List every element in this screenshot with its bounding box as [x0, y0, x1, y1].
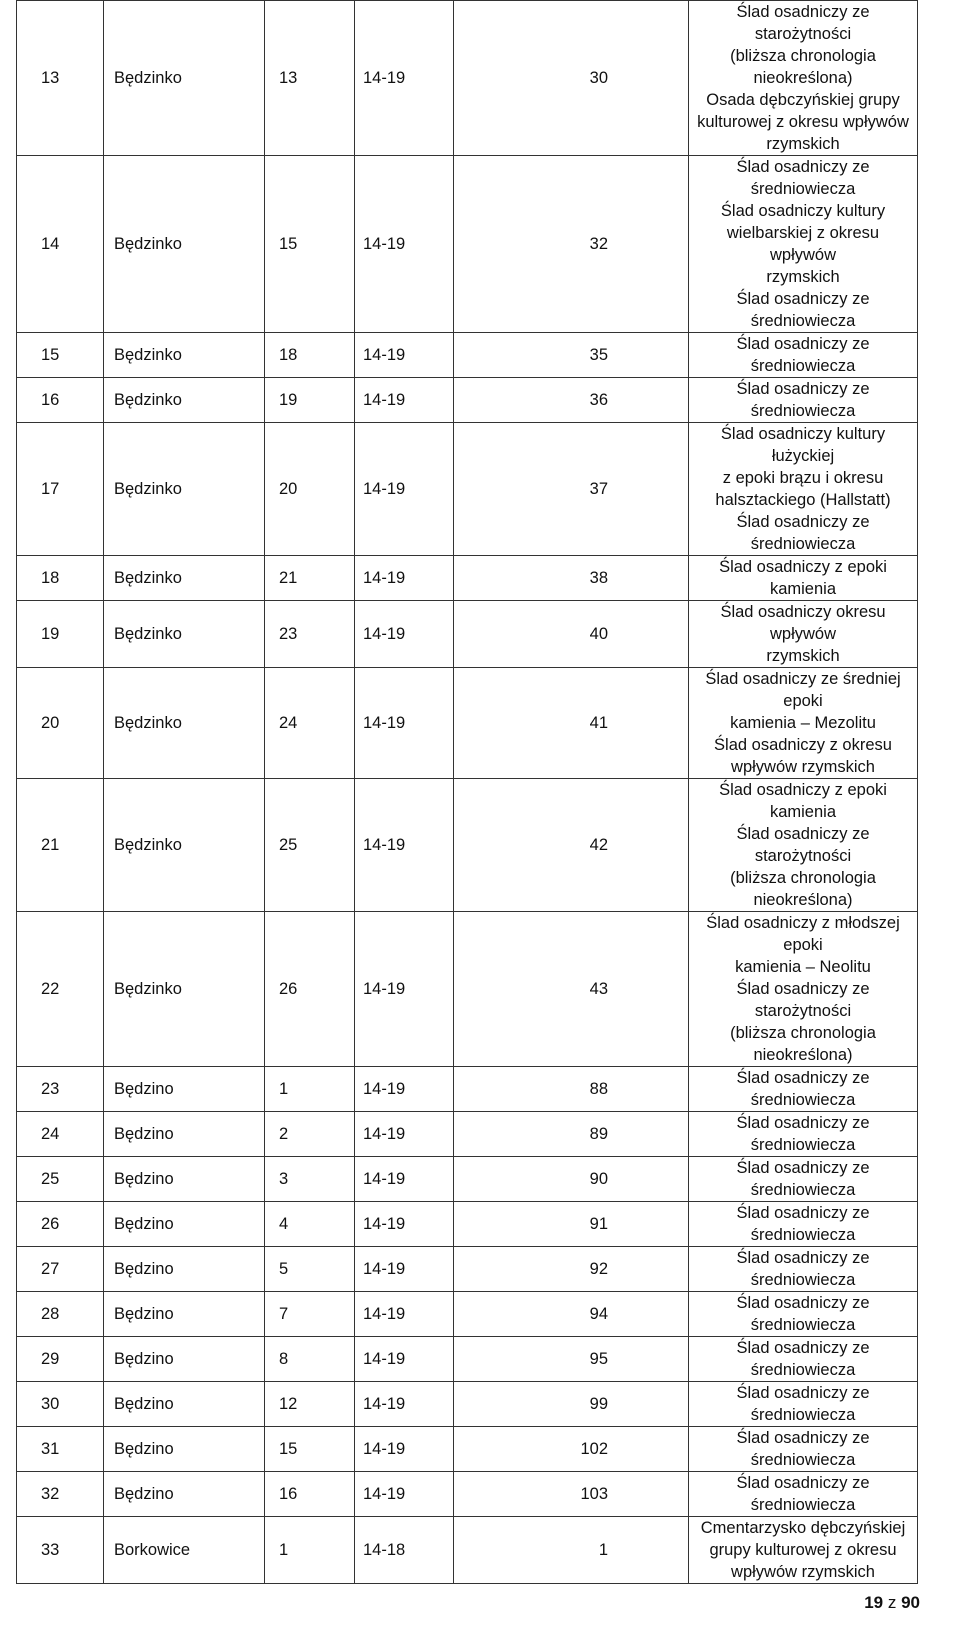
description-entry: Ślad osadniczy ze średniowiecza	[736, 380, 870, 420]
description-entry: Ślad osadniczy ze starożytności (bliższa chronologia nieokreślona)	[730, 3, 876, 87]
table-row	[17, 1202, 918, 1247]
area-site-number: 89	[454, 1112, 689, 1157]
row-number: 26	[17, 1202, 104, 1247]
site-description	[689, 601, 918, 668]
table-row	[17, 1157, 918, 1202]
row-number: 13	[17, 1, 104, 156]
description-entry: Ślad osadniczy ze średniowiecza	[736, 158, 870, 198]
row-number: 30	[17, 1382, 104, 1427]
table-row	[17, 156, 918, 333]
area-site-number: 1	[454, 1517, 689, 1584]
table-row	[17, 668, 918, 779]
area-number: 14-19	[355, 1202, 454, 1247]
table-row	[17, 1067, 918, 1112]
locality-name: Będzinko	[104, 378, 265, 423]
area-number: 14-19	[355, 668, 454, 779]
sites-table-body	[17, 1, 918, 1584]
locality-name: Będzino	[104, 1247, 265, 1292]
row-number: 16	[17, 378, 104, 423]
area-number: 14-19	[355, 156, 454, 333]
site-number: 2	[265, 1112, 355, 1157]
locality-name: Borkowice	[104, 1517, 265, 1584]
site-number: 18	[265, 333, 355, 378]
row-number: 20	[17, 668, 104, 779]
table-row	[17, 601, 918, 668]
site-number: 7	[265, 1292, 355, 1337]
area-number: 14-19	[355, 1382, 454, 1427]
area-site-number: 38	[454, 556, 689, 601]
area-number: 14-19	[355, 1427, 454, 1472]
row-number: 25	[17, 1157, 104, 1202]
row-number: 28	[17, 1292, 104, 1337]
area-number: 14-19	[355, 1, 454, 156]
site-description	[689, 333, 918, 378]
area-site-number: 99	[454, 1382, 689, 1427]
table-row	[17, 1382, 918, 1427]
row-number: 17	[17, 423, 104, 556]
site-description	[689, 1, 918, 156]
description-entry: Ślad osadniczy ze średniowiecza	[736, 1429, 870, 1469]
area-number: 14-19	[355, 1157, 454, 1202]
page-number	[864, 1593, 920, 1613]
table-row	[17, 1337, 918, 1382]
description-entry: Ślad osadniczy ze średniej epoki kamienia – Mezolitu	[705, 670, 901, 732]
site-description	[689, 1157, 918, 1202]
row-number: 21	[17, 779, 104, 912]
area-number: 14-19	[355, 333, 454, 378]
locality-name: Będzino	[104, 1157, 265, 1202]
page-total: 90	[901, 1593, 920, 1612]
description-entry: Ślad osadniczy z epoki kamienia	[719, 558, 887, 598]
area-number: 14-19	[355, 1112, 454, 1157]
site-number: 16	[265, 1472, 355, 1517]
page-current: 19	[864, 1593, 884, 1612]
site-number: 23	[265, 601, 355, 668]
row-number: 29	[17, 1337, 104, 1382]
area-number: 14-19	[355, 1337, 454, 1382]
site-description	[689, 1517, 918, 1584]
row-number: 23	[17, 1067, 104, 1112]
table-row	[17, 1427, 918, 1472]
locality-name: Będzino	[104, 1382, 265, 1427]
site-number: 8	[265, 1337, 355, 1382]
locality-name: Będzinko	[104, 779, 265, 912]
site-description	[689, 1337, 918, 1382]
site-number: 12	[265, 1382, 355, 1427]
locality-name: Będzino	[104, 1337, 265, 1382]
area-site-number: 102	[454, 1427, 689, 1472]
description-entry: Ślad osadniczy kultury wielbarskiej z okresu wpływów rzymskich	[720, 202, 886, 286]
locality-name: Będzinko	[104, 556, 265, 601]
locality-name: Będzinko	[104, 156, 265, 333]
table-row	[17, 1517, 918, 1584]
row-number: 24	[17, 1112, 104, 1157]
site-description	[689, 779, 918, 912]
site-description	[689, 1472, 918, 1517]
area-site-number: 92	[454, 1247, 689, 1292]
row-number: 18	[17, 556, 104, 601]
area-number: 14-18	[355, 1517, 454, 1584]
area-site-number: 103	[454, 1472, 689, 1517]
table-row	[17, 912, 918, 1067]
area-number: 14-19	[355, 912, 454, 1067]
area-site-number: 95	[454, 1337, 689, 1382]
locality-name: Będzinko	[104, 668, 265, 779]
area-site-number: 88	[454, 1067, 689, 1112]
description-entry: Ślad osadniczy ze średniowiecza	[736, 1474, 870, 1514]
site-description	[689, 156, 918, 333]
site-number: 5	[265, 1247, 355, 1292]
site-number: 26	[265, 912, 355, 1067]
site-description	[689, 378, 918, 423]
row-number: 15	[17, 333, 104, 378]
area-number: 14-19	[355, 601, 454, 668]
description-entry: Ślad osadniczy ze starożytności (bliższa chronologia nieokreślona)	[730, 980, 876, 1064]
description-entry: Ślad osadniczy ze średniowiecza	[736, 1114, 870, 1154]
description-entry: Ślad osadniczy kultury łużyckiej z epoki brązu i okresu halsztackiego (Hallstatt)	[715, 425, 891, 509]
site-number: 1	[265, 1517, 355, 1584]
row-number: 33	[17, 1517, 104, 1584]
locality-name: Będzino	[104, 1067, 265, 1112]
locality-name: Będzinko	[104, 1, 265, 156]
description-entry: Ślad osadniczy ze średniowiecza	[736, 1294, 870, 1334]
description-entry: Ślad osadniczy z epoki kamienia	[719, 781, 887, 821]
table-row	[17, 423, 918, 556]
area-site-number: 91	[454, 1202, 689, 1247]
table-row	[17, 779, 918, 912]
area-site-number: 37	[454, 423, 689, 556]
description-entry: Ślad osadniczy ze średniowiecza	[736, 1204, 870, 1244]
table-row	[17, 556, 918, 601]
description-entry: Ślad osadniczy ze średniowiecza	[736, 335, 870, 375]
site-number: 24	[265, 668, 355, 779]
page-of: z	[887, 1593, 897, 1612]
locality-name: Będzino	[104, 1292, 265, 1337]
area-site-number: 40	[454, 601, 689, 668]
description-entry: Osada dębczyńskiej grupy kulturowej z okresu wpływów rzymskich	[697, 91, 909, 153]
site-description	[689, 1202, 918, 1247]
table-row	[17, 1112, 918, 1157]
site-description	[689, 1382, 918, 1427]
description-entry: Ślad osadniczy ze średniowiecza	[736, 1069, 870, 1109]
area-site-number: 41	[454, 668, 689, 779]
site-number: 15	[265, 1427, 355, 1472]
site-number: 20	[265, 423, 355, 556]
row-number: 31	[17, 1427, 104, 1472]
description-entry: Ślad osadniczy ze starożytności (bliższa chronologia nieokreślona)	[730, 825, 876, 909]
site-number: 15	[265, 156, 355, 333]
description-entry: Ślad osadniczy ze średniowiecza	[736, 1159, 870, 1199]
site-number: 19	[265, 378, 355, 423]
site-number: 1	[265, 1067, 355, 1112]
row-number: 19	[17, 601, 104, 668]
area-site-number: 43	[454, 912, 689, 1067]
area-number: 14-19	[355, 1247, 454, 1292]
locality-name: Będzinko	[104, 601, 265, 668]
area-number: 14-19	[355, 779, 454, 912]
area-number: 14-19	[355, 556, 454, 601]
row-number: 14	[17, 156, 104, 333]
area-site-number: 42	[454, 779, 689, 912]
area-number: 14-19	[355, 1292, 454, 1337]
area-number: 14-19	[355, 1472, 454, 1517]
description-entry: Ślad osadniczy ze średniowiecza	[736, 290, 870, 330]
site-number: 25	[265, 779, 355, 912]
locality-name: Będzino	[104, 1472, 265, 1517]
site-description	[689, 912, 918, 1067]
area-site-number: 90	[454, 1157, 689, 1202]
locality-name: Będzinko	[104, 912, 265, 1067]
description-entry: Ślad osadniczy ze średniowiecza	[736, 1384, 870, 1424]
area-site-number: 30	[454, 1, 689, 156]
area-number: 14-19	[355, 1067, 454, 1112]
locality-name: Będzino	[104, 1202, 265, 1247]
locality-name: Będzinko	[104, 423, 265, 556]
description-entry: Ślad osadniczy okresu wpływów rzymskich	[720, 603, 886, 665]
description-entry: Ślad osadniczy ze średniowiecza	[736, 1249, 870, 1289]
site-number: 3	[265, 1157, 355, 1202]
sites-table	[16, 0, 918, 1584]
table-row	[17, 1, 918, 156]
site-description	[689, 1112, 918, 1157]
area-site-number: 36	[454, 378, 689, 423]
description-entry: Ślad osadniczy ze średniowiecza	[736, 513, 870, 553]
area-site-number: 35	[454, 333, 689, 378]
site-description	[689, 423, 918, 556]
table-row	[17, 333, 918, 378]
site-description	[689, 1247, 918, 1292]
table-row	[17, 378, 918, 423]
description-entry: Ślad osadniczy z okresu wpływów rzymskich	[714, 736, 892, 776]
table-row	[17, 1292, 918, 1337]
row-number: 27	[17, 1247, 104, 1292]
area-number: 14-19	[355, 423, 454, 556]
site-description	[689, 556, 918, 601]
site-description	[689, 1427, 918, 1472]
locality-name: Będzino	[104, 1427, 265, 1472]
table-row	[17, 1472, 918, 1517]
site-description	[689, 1067, 918, 1112]
area-number: 14-19	[355, 378, 454, 423]
area-site-number: 94	[454, 1292, 689, 1337]
row-number: 22	[17, 912, 104, 1067]
locality-name: Będzino	[104, 1112, 265, 1157]
site-number: 4	[265, 1202, 355, 1247]
description-entry: Ślad osadniczy z młodszej epoki kamienia – Neolitu	[706, 914, 900, 976]
description-entry: Ślad osadniczy ze średniowiecza	[736, 1339, 870, 1379]
description-entry: Cmentarzysko dębczyńskiej grupy kulturowej z okresu wpływów rzymskich	[700, 1519, 906, 1581]
site-description	[689, 668, 918, 779]
site-number: 13	[265, 1, 355, 156]
area-site-number: 32	[454, 156, 689, 333]
table-row	[17, 1247, 918, 1292]
locality-name: Będzinko	[104, 333, 265, 378]
row-number: 32	[17, 1472, 104, 1517]
site-number: 21	[265, 556, 355, 601]
site-description	[689, 1292, 918, 1337]
